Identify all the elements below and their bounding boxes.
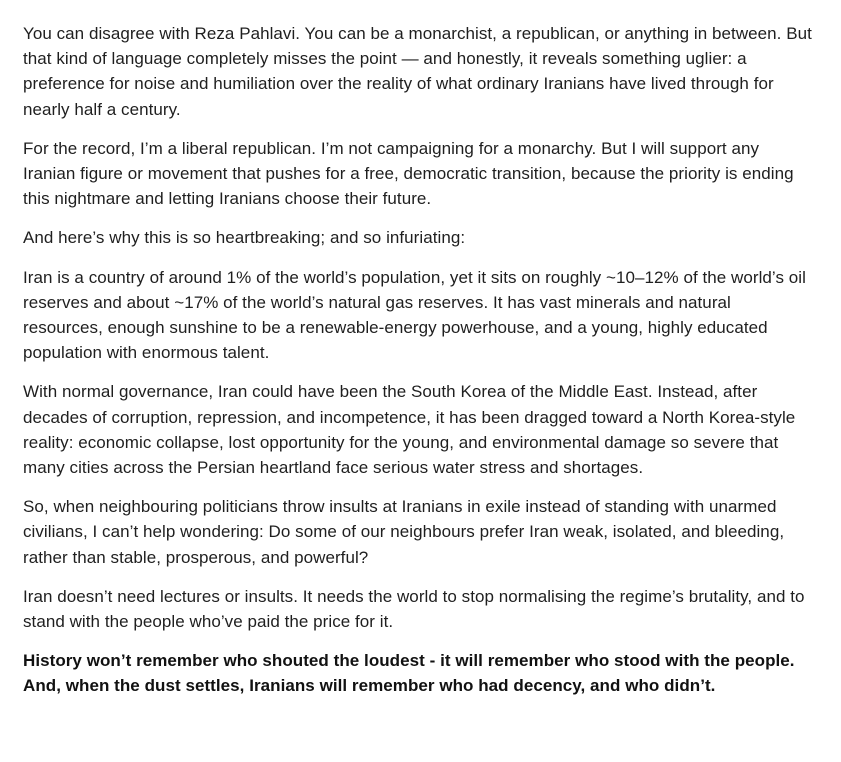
paragraph-resources: Iran is a country of around 1% of the world’s population, yet it sits on roughly ~10–12% of the world’s oil reserves and about ~17% of the world’s natural gas reserves. It has vast minerals and natural resources, enough sunshine to be a renewable-energy powerhouse, and a young, highly educated population with enormous talent. [23, 267, 806, 363]
paragraph-governance: With normal governance, Iran could have been the South Korea of the Middle East. Instead, after decades of corruption, repression, and incompetence, it has been dragged toward a North Korea-style reality: economic collapse, lost opportunity for the young, and environmental damage so severe that many cities across the Persian heartland face serious water stress and shortages. [23, 382, 796, 478]
paragraph-heartbreaking: And here’s why this is so heartbreaking; and so infuriating: [23, 228, 466, 248]
closing-statement: History won’t remember who shouted the loudest - it will remember who stood with the people. And, when the dust settles, Iranians will remember who had decency, and who didn’t. [23, 651, 795, 696]
paragraph-for-the-record: For the record, I’m a liberal republican. I’m not campaigning for a monarchy. But I will support any Iranian figure or movement that pushes for a free, democratic transition, because the priority is ending this nightmare and letting Iranians choose their future. [23, 138, 794, 209]
post-body [23, 21, 813, 699]
paragraph-lectures: Iran doesn’t need lectures or insults. It needs the world to stop normalising the regime’s brutality, and to stand with the people who’ve paid the price for it. [23, 586, 805, 632]
paragraph-neighbours: So, when neighbouring politicians throw insults at Iranians in exile instead of standing with unarmed civilians, I can’t help wondering: Do some of our neighbours prefer Iran weak, isolated, and bleeding, rather than stable, prosperous, and powerful? [23, 497, 785, 567]
paragraph-disagree: You can disagree with Reza Pahlavi. You can be a monarchist, a republican, or anything in between. But that kind of language completely misses the point — and honestly, it reveals something uglier: a preference for noise and humiliation over the reality of what ordinary Iranians have lived through for nearly half a century. [23, 24, 812, 119]
